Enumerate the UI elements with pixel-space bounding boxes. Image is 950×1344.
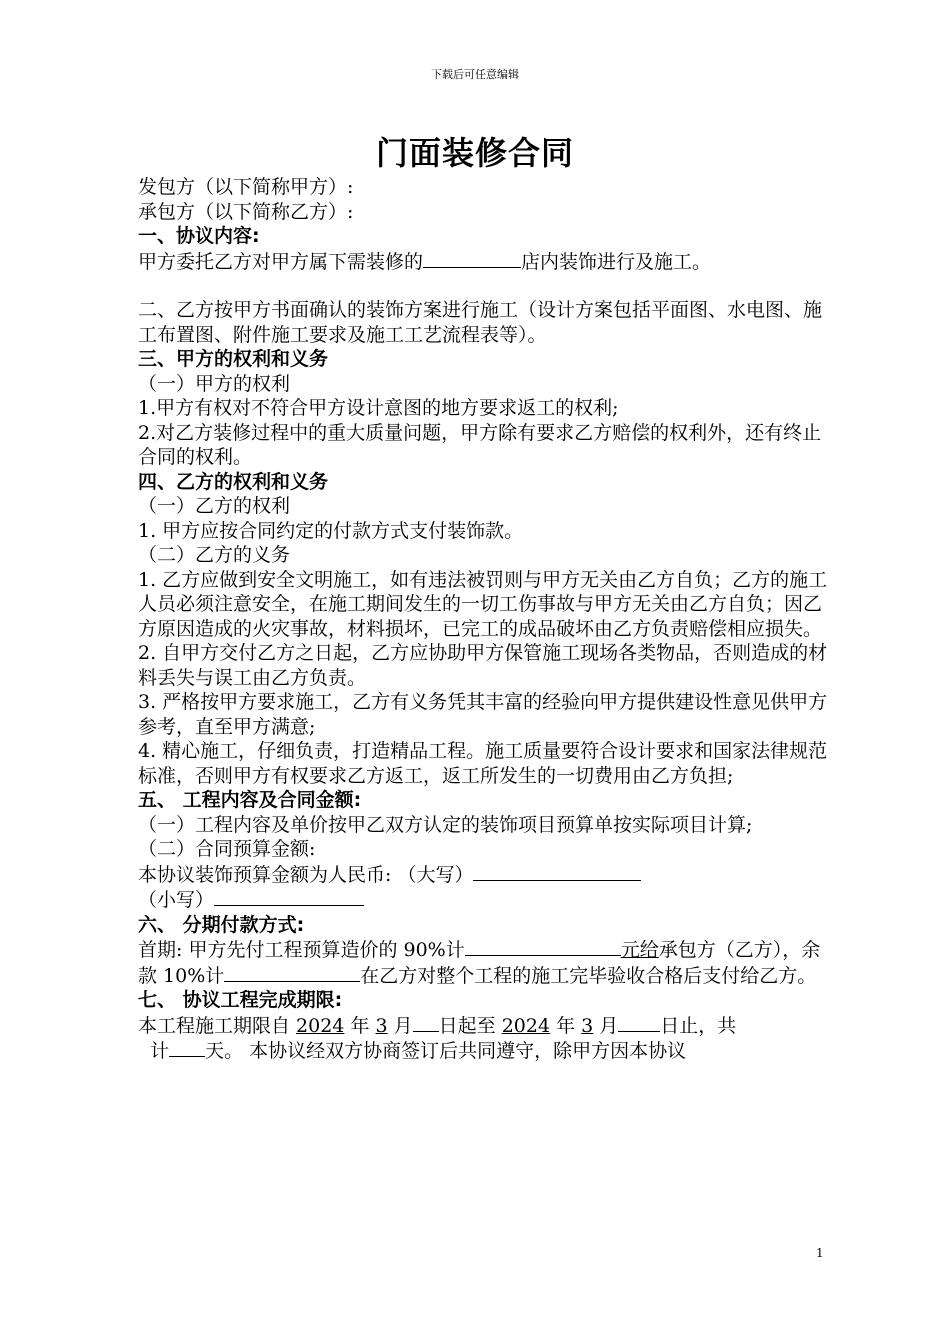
section-4-sub2-item1: 1. 乙方应做到安全文明施工，如有违法被罚则与甲方无关由乙方自负；乙方的施工人员必须注意安全，在施工期间发生的一切工伤事故与甲方无关由乙方自负；因乙方原因造成的火灾事故，材料损坏，已完工的成品破坏由乙方负责赔偿相应损失。 [138, 568, 828, 640]
section-3-heading: 三、甲方的权利和义务 [138, 348, 329, 370]
contract-body [138, 175, 828, 1064]
section-6-text: 首期: 甲方先付工程预算造价的 90%计 元给承包方（乙方），余款 10%计 在乙方对整个工程的施工完毕验收合格后支付给乙方。 [138, 939, 821, 987]
start-month: 3 [375, 1014, 388, 1037]
section-1-heading: 一、协议内容: [138, 225, 260, 247]
section-7-heading: 七、 协议工程完成期限: [138, 989, 343, 1011]
amount-uppercase-line: 本协议装饰预算金额为人民币: （大写） [138, 862, 828, 888]
section-3-item2: 2.对乙方装修过程中的重大质量问题，甲方除有要求乙方赔偿的权利外，还有终止合同的权利。 [138, 421, 822, 468]
party-b-line: 承包方（以下简称乙方）: [138, 200, 354, 223]
section-4-heading: 四、乙方的权利和义务 [138, 470, 329, 493]
amount-uppercase-blank [473, 862, 641, 881]
section-4-sub2-item2: 2. 自甲方交付乙方之日起，乙方应协助甲方保管施工现场各类物品，否则造成的材料丢失与误工由乙方负责。 [138, 642, 828, 689]
start-day-blank [413, 1013, 439, 1032]
start-year: 2024 [296, 1014, 345, 1037]
section-2-text: 二、乙方按甲方书面确认的装饰方案进行施工（设计方案包括平面图、水电图、施工布置图、附件施工要求及施工工艺流程表等）。 [138, 299, 823, 346]
page-number: 1 [816, 1246, 824, 1260]
section-3-item1: 1.甲方有权对不符合甲方设计意图的地方要求返工的权利; [138, 397, 619, 419]
section-1-text: 甲方委托乙方对甲方属下需装修的 店内装饰进行及施工。 [138, 250, 712, 273]
end-month: 3 [581, 1014, 594, 1037]
total-days-blank [169, 1038, 205, 1057]
section-5-heading: 五、 工程内容及合同金额: [138, 789, 362, 811]
balance-payment-blank [224, 963, 360, 982]
section-3-sub1: （一）甲方的权利 [138, 372, 291, 395]
section-4-sub1: （一）乙方的权利 [138, 495, 291, 517]
amount-lowercase-blank [214, 887, 364, 906]
section-5-sub2: （二）合同预算金额: [138, 838, 316, 860]
amount-lowercase-line: （小写） [138, 887, 828, 913]
section-4-sub2-item3: 3. 严格按甲方要求施工，乙方有义务凭其丰富的经验向甲方提供建设性意见供甲方参考，直至甲方满意; [138, 691, 828, 738]
section-4-sub2-item4: 4. 精心施工，仔细负责，打造精品工程。施工质量要符合设计要求和国家法律规范标准，否则甲方有权要求乙方返工，返工所发生的一切费用由乙方负担; [138, 740, 828, 787]
party-a-line: 发包方（以下简称甲方）: [138, 176, 354, 198]
page-header: 下载后可任意编辑 [431, 68, 519, 81]
section-6-heading: 六、 分期付款方式: [138, 913, 305, 936]
end-year: 2024 [501, 1014, 551, 1037]
section-4-sub2: （二）乙方的义务 [138, 544, 291, 566]
section-4-sub1-item1: 1. 甲方应按合同约定的付款方式支付装饰款。 [138, 519, 524, 542]
section-7-text: 本工程施工期限自 2024 年 3 月 日起至 2024 年 3 月 日止，共 计 天。 本协议经双方协商签订后共同遵守，除甲方因本协议 [138, 1014, 737, 1062]
document-title: 门面装修合同 [375, 134, 574, 172]
section-5-sub1: （一）工程内容及单价按甲乙双方认定的装饰项目预算单按实际项目计算; [138, 813, 753, 836]
first-payment-blank [465, 937, 621, 956]
end-day-blank [618, 1013, 660, 1032]
shop-name-blank [423, 249, 521, 268]
